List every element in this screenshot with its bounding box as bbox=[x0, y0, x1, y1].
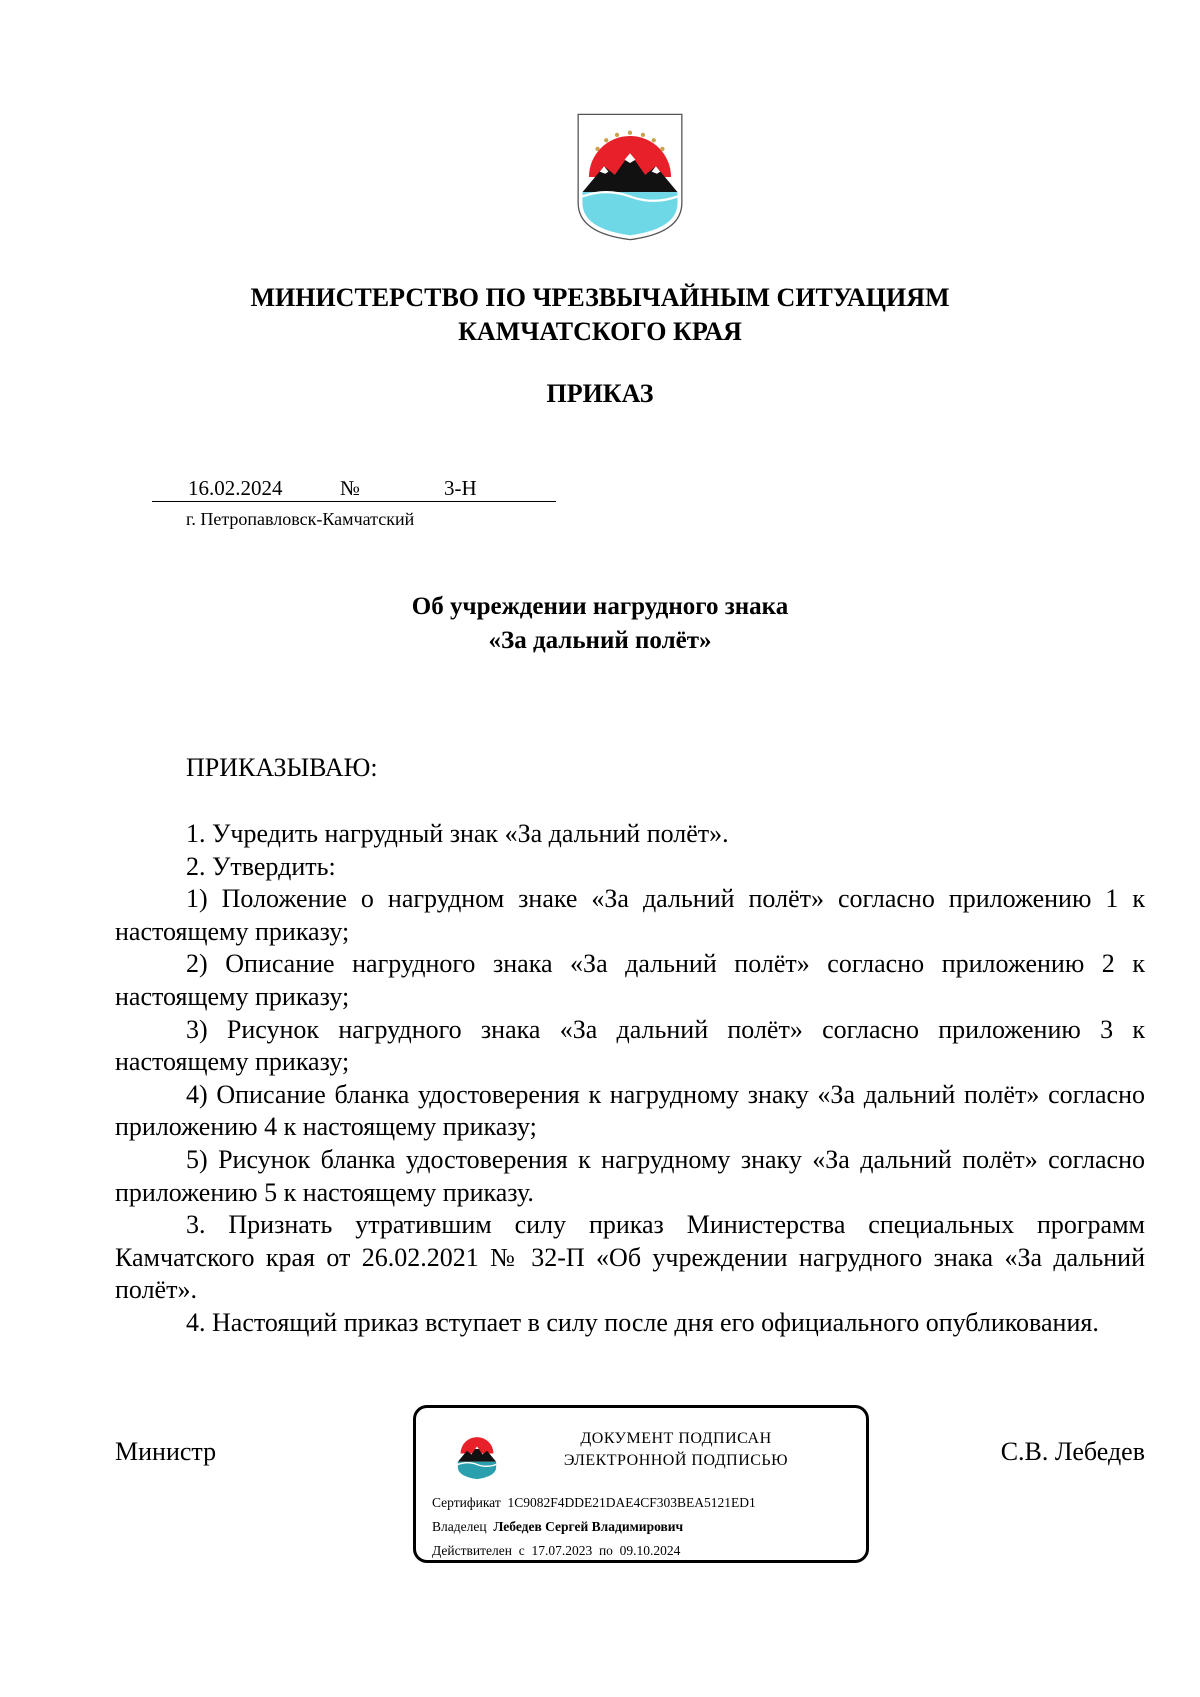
paragraph-1: 1. Учредить нагрудный знак «За дальний полёт». bbox=[186, 819, 729, 848]
ministry-name-line1: МИНИСТЕРСТВО ПО ЧРЕЗВЫЧАЙНЫМ СИТУАЦИЯМ bbox=[250, 283, 950, 312]
owner-value: Лебедев Сергей Владимирович bbox=[493, 1519, 684, 1534]
stamp-certificate bbox=[432, 1495, 756, 1511]
stamp-owner bbox=[432, 1519, 683, 1535]
paragraph-3: 3. Признать утратившим силу приказ Министерства специальных программ Камчатского края от 26.02.2021 № 32-П «Об учреждении нагрудного знака «За дальний полёт». bbox=[115, 1210, 1145, 1305]
number-sign: № bbox=[340, 476, 361, 500]
signatory-title: Министр bbox=[115, 1437, 217, 1466]
issue-city: г. Петропавловск-Камчатский bbox=[186, 509, 415, 529]
validity-label: Действителен bbox=[432, 1543, 512, 1558]
ministry-name-line2: КАМЧАТСКОГО КРАЯ bbox=[458, 317, 742, 346]
ministry-name bbox=[0, 281, 1200, 349]
signatory-name: С.В. Лебедев bbox=[1000, 1437, 1145, 1466]
owner-label: Владелец bbox=[432, 1519, 487, 1534]
paragraph-2-1: 1) Положение о нагрудном знаке «За дальний полёт» согласно приложению 1 к настоящему приказу; bbox=[115, 884, 1145, 946]
order-directive: ПРИКАЗЫВАЮ: bbox=[186, 753, 378, 782]
order-date: 16.02.2024 bbox=[188, 476, 283, 500]
paragraph-4: 4. Настоящий приказ вступает в силу после дня его официального опубликования. bbox=[186, 1307, 1099, 1337]
kamchatka-coat-of-arms-icon bbox=[576, 112, 684, 242]
order-subject-line2: «За дальний полёт» bbox=[488, 627, 712, 654]
registration-line bbox=[152, 476, 556, 506]
stamp-heading-line2: ЭЛЕКТРОННОЙ ПОДПИСЬЮ bbox=[563, 1452, 789, 1469]
electronic-signature-stamp bbox=[413, 1405, 869, 1563]
order-body bbox=[115, 818, 1145, 1340]
validity-to-word: по bbox=[598, 1543, 613, 1558]
paragraph-2-3: 3) Рисунок нагрудного знака «За дальний полёт» согласно приложению 3 к настоящему приказу; bbox=[115, 1014, 1145, 1077]
kamchatka-coat-of-arms-icon bbox=[454, 1428, 500, 1480]
paragraph-2-4: 4) Описание бланка удостоверения к нагрудному знаку «За дальний полёт» согласно приложению 4 к настоящему приказу; bbox=[115, 1079, 1145, 1142]
validity-from-date: 17.07.2023 bbox=[531, 1543, 593, 1558]
registration-underline bbox=[152, 501, 556, 502]
order-subject-line1: Об учреждении нагрудного знака bbox=[411, 593, 789, 620]
paragraph-2-5: 5) Рисунок бланка удостоверения к нагрудному знаку «За дальний полёт» согласно приложению 5 к настоящему приказу. bbox=[115, 1144, 1145, 1207]
validity-from-word: с bbox=[518, 1543, 525, 1558]
stamp-validity bbox=[432, 1543, 680, 1559]
order-subject bbox=[0, 590, 1200, 658]
validity-to-date: 09.10.2024 bbox=[619, 1543, 681, 1558]
certificate-value: 1C9082F4DDE21DAE4CF303BEA5121ED1 bbox=[507, 1495, 756, 1510]
stamp-heading-line1: ДОКУМЕНТ ПОДПИСАН bbox=[580, 1430, 772, 1447]
document-type: ПРИКАЗ bbox=[546, 379, 654, 408]
stamp-heading bbox=[506, 1428, 846, 1472]
certificate-label: Сертификат bbox=[432, 1495, 501, 1510]
order-number: 3-Н bbox=[444, 476, 477, 500]
paragraph-2: 2. Утвердить: bbox=[186, 851, 336, 881]
paragraph-2-2: 2) Описание нагрудного знака «За дальний полёт» согласно приложению 2 к настоящему приказу; bbox=[115, 949, 1145, 1011]
